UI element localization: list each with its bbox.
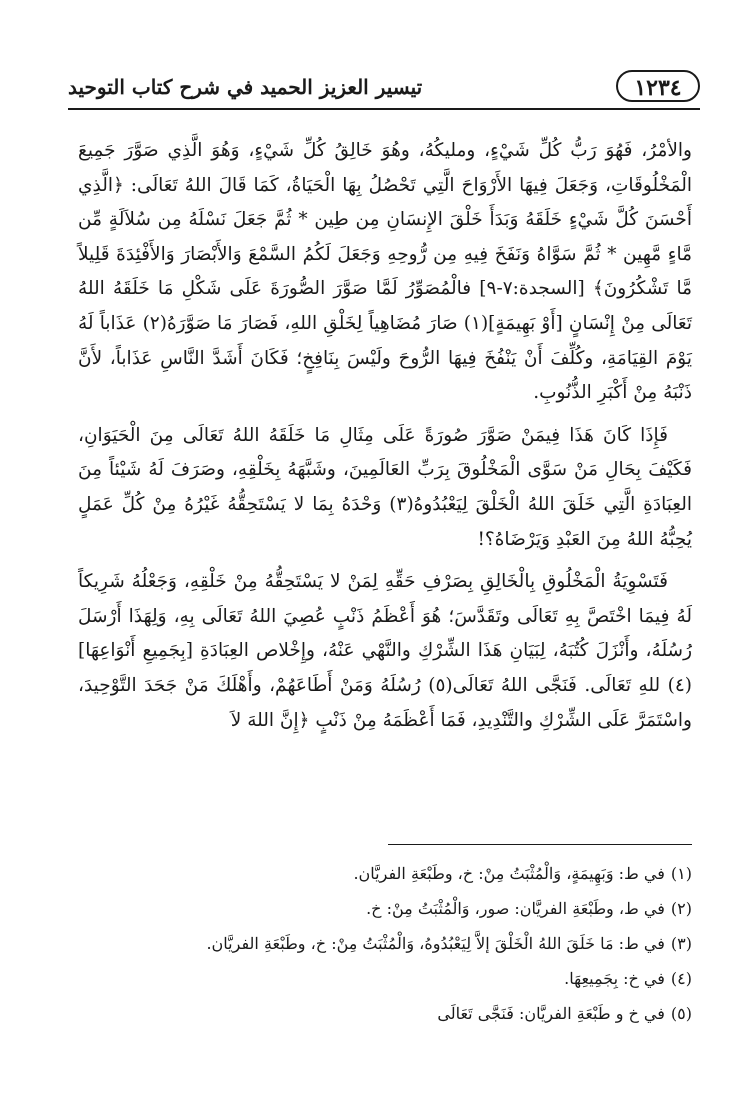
running-title: تيسير العزيز الحميد في شرح كتاب التوحيد (68, 75, 423, 99)
footnote-1 (72, 856, 692, 891)
footnote-text: في ط، وطَبْعَةِ الفريَّان: صور، وَالْمُثْبَتُ مِنْ: خ. (366, 899, 665, 918)
main-text (78, 134, 692, 746)
footnote-number: (٥) (670, 1004, 692, 1023)
footnote-text: في خ: بِجَمِيعِهَا. (564, 969, 665, 988)
footnote-number: (٣) (670, 934, 692, 953)
footnote-3 (72, 926, 692, 961)
footnotes (72, 856, 692, 1031)
footnote-number: (١) (670, 864, 692, 883)
footnote-text: في خ و طَبْعَةِ الفريَّان: فَنَجَّى تَعَالَى (437, 1004, 665, 1023)
footnote-text: في ط: وَبَهِيمَةٍ، وَالْمُثْبَتُ مِنْ: خ، وطَبْعَةِ الفريَّان. (353, 864, 665, 883)
footnote-2 (72, 891, 692, 926)
footnote-separator (388, 844, 692, 845)
footnote-4 (72, 961, 692, 996)
footnote-text: في ط: مَا خَلَقَ اللهُ الْخَلْقَ إلاَّ لِيَعْبُدُوهُ، وَالْمُثْبَتُ مِنْ: خ، وطَبْعَةِ الفريَّان. (206, 934, 665, 953)
page-number: ١٢٣٤ (616, 70, 700, 102)
running-header (68, 68, 700, 114)
header-rule (68, 108, 700, 110)
paragraph-1: والأمْرُ، فَهُوَ رَبُّ كُلِّ شَيْءٍ، ومليكُهُ، وهُوَ خَالِقُ كُلِّ شَيْءٍ، وَهُوَ الَّذِي صَوَّرَ جَمِيعَ الْمَخْلُوقَاتِ، وَجَعَلَ فِيهَا الأَرْوَاحَ الَّتِي تَحْصُلُ بِهَا الْحَيَاةُ، كَمَا قَالَ اللهُ تَعَالَى: ﴿الَّذِي أَحْسَنَ كُلَّ شَيْءٍ خَلَقَهُ وَبَدَأَ خَلْقَ الإِنسَانِ مِن طِين * ثُمَّ جَعَلَ نَسْلَهُ مِن سُلاَلَةٍ مِّن مَّاءٍ مَّهِين * ثُمَّ سَوَّاهُ وَنَفَخَ فِيهِ مِن رُّوحِهِ وَجَعَلَ لَكُمُ السَّمْعَ وَالأَبْصَارَ وَالأَفْئِدَةَ قَلِيلاً مَّا تَشْكُرُونَ﴾ [السجدة:٧-٩] فالْمُصَوِّرُ لَمَّا صَوَّرَ الصُّورَةَ عَلَى شَكْلِ مَا خَلَقَهُ اللهُ تَعَالَى مِنْ إِنْسَانٍ [أَوْ بَهِيمَةٍ](١) صَارَ مُضَاهِياً لِخَلْقِ اللهِ، فَصَارَ مَا صَوَّرَهُ(٢) عَذَاباً لَهُ يَوْمَ القِيَامَةِ، وكُلِّفَ أَنْ يَنْفُخَ فِيهَا الرُّوحَ ولَيْسَ بِنَافِخٍ؛ فَكَانَ أَشَدَّ النَّاسِ عَذَاباً، لأَنَّ ذَنْبَهُ مِنْ أَكْبَرِ الذُّنُوبِ. (78, 140, 692, 404)
footnote-number: (٤) (670, 969, 692, 988)
footnote-5 (72, 996, 692, 1031)
paragraph-3: فَتَسْوِيَةُ الْمَخْلُوقِ بِالْخَالِقِ بِصَرْفِ حَقِّهِ لِمَنْ لا يَسْتَحِقُّهُ مِنْ خَلْقِهِ، وَجَعْلُهُ شَرِيكاً لَهُ فِيمَا اخْتَصَّ بِهِ تَعَالَى وتَقَدَّسَ؛ هُوَ أَعْظَمُ ذَنْبٍ عُصِيَ اللهُ تَعَالَى بِهِ، وَلِهَذَا أَرْسَلَ رُسُلَهُ، وأَنْزَلَ كُتُبَهُ، لِبَيَانِ هَذَا الشِّرْكِ والنَّهْي عَنْهُ، وإِخْلاص العِبَادَةِ [بِجَمِيعِ أَنْوَاعِهَا](٤) للهِ تَعَالَى. فَنَجَّى اللهُ تَعَالَى(٥) رُسُلَهُ وَمَنْ أَطَاعَهُمْ، وأَهْلَكَ مَنْ جَحَدَ التَّوْحِيدَ، واسْتَمَرَّ عَلَى الشِّرْكِ والتَّنْدِيدِ، فَمَا أَعْظَمَهُ مِنْ ذَنْبٍ ﴿إِنَّ اللهَ لاَ (78, 571, 692, 731)
paragraph-2: فَإِذَا كَانَ هَذَا فِيمَنْ صَوَّرَ صُورَةً عَلَى مِثَالِ مَا خَلَقَهُ اللهُ تَعَالَى مِنَ الْحَيَوَانِ، فَكَيْفَ بِحَالِ مَنْ سَوَّى الْمَخْلُوقَ بِرَبِّ العَالَمِينَ، وشَبَّهَهُ بِخَلْقِهِ، وصَرَفَ لَهُ شَيْئاً مِنَ العِبَادَةِ الَّتِي خَلَقَ اللهُ الْخَلْقَ لِيَعْبُدُوهُ(٣) وَحْدَهُ بِمَا لا يَسْتَحِقُّهُ غَيْرُهُ مِنْ كُلِّ عَمَلٍ يُحِبُّهُ اللهُ مِنَ العَبْدِ وَيَرْضَاهُ؟! (78, 424, 692, 550)
footnote-number: (٢) (670, 899, 692, 918)
